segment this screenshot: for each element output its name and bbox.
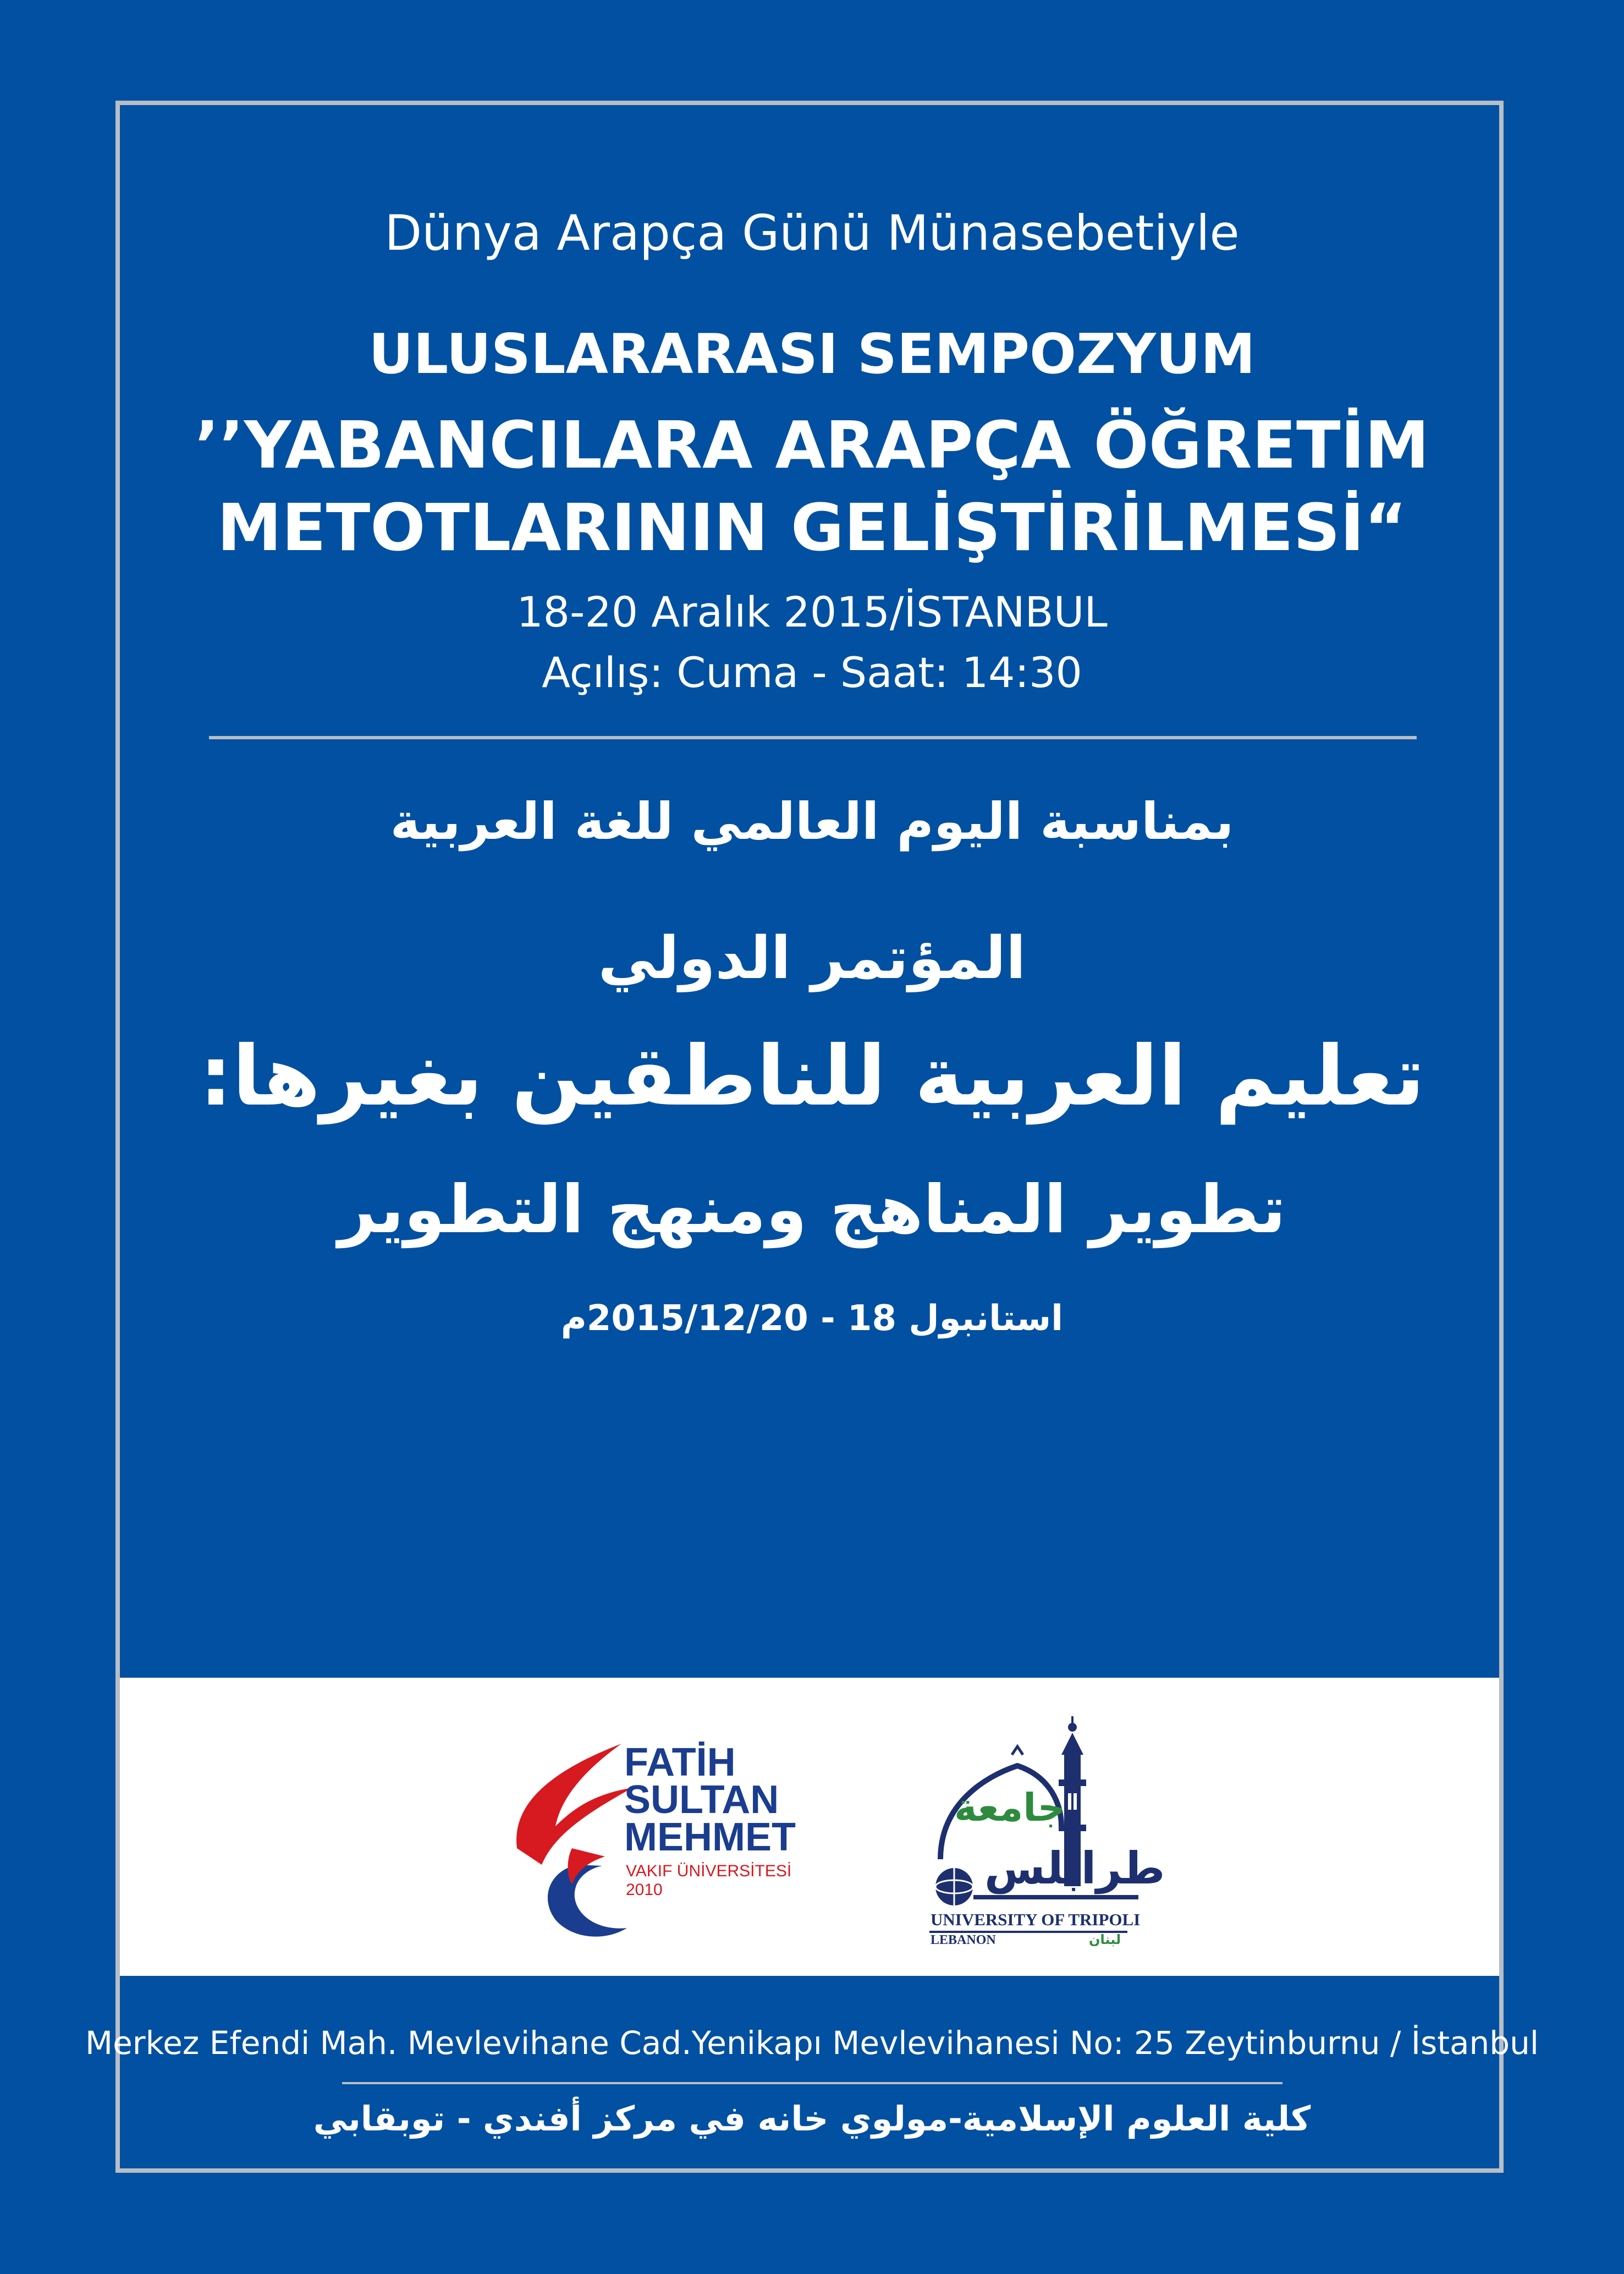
footer-divider [342,2082,1282,2084]
section-divider [209,736,1417,739]
event-date-turkish: 18-20 Aralık 2015/İSTANBUL [516,587,1108,636]
event-date-arabic: استانبول 18 - 2015/12/20م [560,1298,1064,1339]
fsm-founding-year: 2010 [626,1881,663,1899]
opening-time-turkish: Açılış: Cuma - Saat: 14:30 [542,648,1082,697]
occasion-turkish: Dünya Arapça Günü Münasebetiyle [384,205,1240,261]
fsm-university-logo [489,1738,819,1958]
title-line2-turkish: METOTLARININ GELİŞTİRİLMESİ“ [217,490,1407,565]
title-line2-arabic: تطوير المناهج ومنهج التطوير [338,1172,1286,1248]
fsm-subtitle: VAKIF ÜNİVERSİTESİ [626,1862,792,1880]
fsm-name-line2: SULTAN [624,1778,779,1822]
occasion-arabic: بمناسبة اليوم العالمي للغة العربية [390,792,1234,851]
tripoli-country-arabic: لبنان [1089,1932,1121,1947]
tripoli-name-english: UNIVERSITY OF TRIPOLI [931,1910,1141,1929]
tripoli-city-arabic: طرابلس [984,1843,1165,1894]
event-type-turkish: ULUSLARARASI SEMPOZYUM [368,322,1256,386]
event-type-arabic: المؤتمر الدولي [598,924,1026,992]
title-line1-turkish: ’’YABANCILARA ARAPÇA ÖĞRETİM [195,407,1429,483]
fsm-name-line1: FATİH [624,1740,736,1784]
title-line1-arabic: تعليم العربية للناطقين بغيرها: [199,1029,1425,1124]
tripoli-name-arabic: جامعة [954,1785,1066,1830]
tripoli-university-logo [924,1694,1165,1953]
address-arabic: كلية العلوم الإسلامية-مولوي خانه في مركز أفندي - توبقابي [313,2099,1311,2139]
fsm-name-line3: MEHMET [624,1815,796,1859]
tripoli-country-english: LEBANON [931,1933,996,1947]
address-turkish: Merkez Efendi Mah. Mevlevihane Cad.Yenikapı Mevlevihanesi No: 25 Zeytinburnu / İstanbul [85,2024,1539,2062]
